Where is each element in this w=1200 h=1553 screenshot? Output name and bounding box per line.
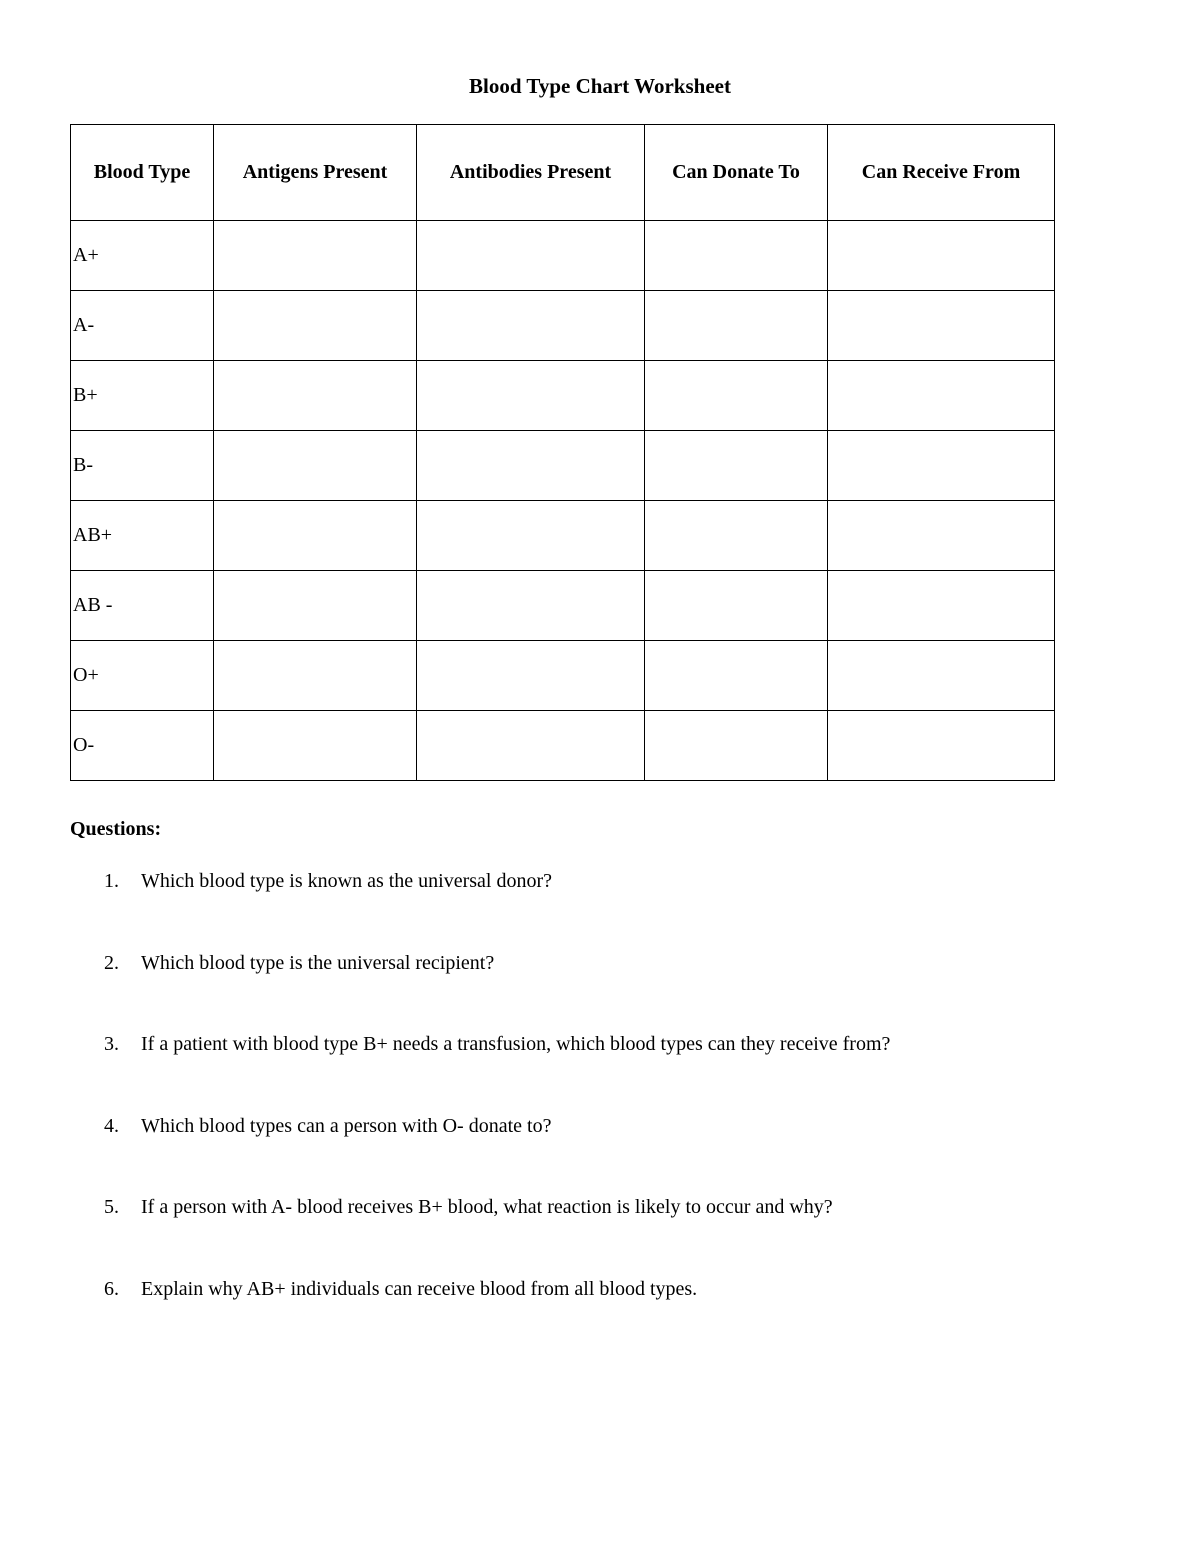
- table-row: [71, 501, 1055, 571]
- blood-type-cell: O+: [71, 641, 214, 711]
- antigens-cell[interactable]: [214, 361, 417, 431]
- question-number: 2.: [104, 951, 119, 974]
- header-antigens-present: Antigens Present: [214, 125, 417, 221]
- question-text: Which blood type is known as the universal donor?: [141, 870, 553, 892]
- antigens-cell[interactable]: [214, 711, 417, 781]
- antibodies-cell[interactable]: [417, 571, 645, 641]
- receive-from-cell[interactable]: [828, 361, 1055, 431]
- receive-from-cell[interactable]: [828, 501, 1055, 571]
- table-row: [71, 291, 1055, 361]
- header-antibodies-present: Antibodies Present: [417, 125, 645, 221]
- antibodies-cell[interactable]: [417, 361, 645, 431]
- antibodies-cell[interactable]: [417, 221, 645, 291]
- receive-from-cell[interactable]: [828, 431, 1055, 501]
- antigens-cell[interactable]: [214, 501, 417, 571]
- antigens-cell[interactable]: [214, 431, 417, 501]
- donate-to-cell[interactable]: [645, 431, 828, 501]
- antibodies-cell[interactable]: [417, 711, 645, 781]
- question-item: [0, 948, 1200, 1030]
- receive-from-cell[interactable]: [828, 641, 1055, 711]
- question-number: 5.: [104, 1196, 119, 1218]
- table-row: [71, 711, 1055, 781]
- donate-to-cell[interactable]: [645, 641, 828, 711]
- question-item: [0, 1111, 1200, 1193]
- question-item: [0, 866, 1200, 948]
- blood-type-cell: AB -: [71, 571, 214, 641]
- blood-type-cell: B+: [71, 361, 214, 431]
- question-text: If a person with A- blood receives B+ blood, what reaction is likely to occur and why?: [141, 1196, 833, 1218]
- question-number: 1.: [104, 870, 119, 892]
- header-blood-type: Blood Type: [71, 125, 214, 221]
- antibodies-cell[interactable]: [417, 501, 645, 571]
- questions-heading: Questions:: [70, 818, 162, 840]
- question-item: [0, 1192, 1200, 1274]
- antigens-cell[interactable]: [214, 571, 417, 641]
- donate-to-cell[interactable]: [645, 711, 828, 781]
- donate-to-cell[interactable]: [645, 361, 828, 431]
- header-can-donate-to: Can Donate To: [645, 125, 828, 221]
- receive-from-cell[interactable]: [828, 291, 1055, 361]
- question-item: [0, 1274, 1200, 1356]
- table-row: [71, 641, 1055, 711]
- blood-type-cell: A-: [71, 291, 214, 361]
- table-row: [71, 221, 1055, 291]
- question-item: [0, 1029, 1200, 1111]
- receive-from-cell[interactable]: [828, 711, 1055, 781]
- antibodies-cell[interactable]: [417, 291, 645, 361]
- question-number: 3.: [104, 1033, 119, 1055]
- question-text: Explain why AB+ individuals can receive blood from all blood types.: [141, 1277, 698, 1300]
- receive-from-cell[interactable]: [828, 571, 1055, 641]
- worksheet-title: Blood Type Chart Worksheet: [469, 74, 731, 98]
- antibodies-cell[interactable]: [417, 641, 645, 711]
- questions-list: [0, 866, 1200, 1355]
- antigens-cell[interactable]: [214, 291, 417, 361]
- question-text: Which blood type is the universal recipient?: [141, 951, 495, 974]
- blood-type-cell: O-: [71, 711, 214, 781]
- blood-type-table: [70, 124, 1055, 781]
- table-row: [71, 571, 1055, 641]
- table-header-row: [71, 125, 1055, 221]
- antigens-cell[interactable]: [214, 641, 417, 711]
- blood-type-cell: A+: [71, 221, 214, 291]
- question-number: 6.: [104, 1277, 119, 1300]
- antigens-cell[interactable]: [214, 221, 417, 291]
- donate-to-cell[interactable]: [645, 571, 828, 641]
- antibodies-cell[interactable]: [417, 431, 645, 501]
- header-can-receive-from: Can Receive From: [828, 125, 1055, 221]
- receive-from-cell[interactable]: [828, 221, 1055, 291]
- donate-to-cell[interactable]: [645, 221, 828, 291]
- blood-type-cell: B-: [71, 431, 214, 501]
- donate-to-cell[interactable]: [645, 291, 828, 361]
- question-number: 4.: [104, 1114, 119, 1137]
- table-row: [71, 431, 1055, 501]
- blood-type-cell: AB+: [71, 501, 214, 571]
- question-text: Which blood types can a person with O- donate to?: [141, 1114, 552, 1137]
- donate-to-cell[interactable]: [645, 501, 828, 571]
- question-text: If a patient with blood type B+ needs a transfusion, which blood types can they receive from?: [141, 1033, 891, 1055]
- table-row: [71, 361, 1055, 431]
